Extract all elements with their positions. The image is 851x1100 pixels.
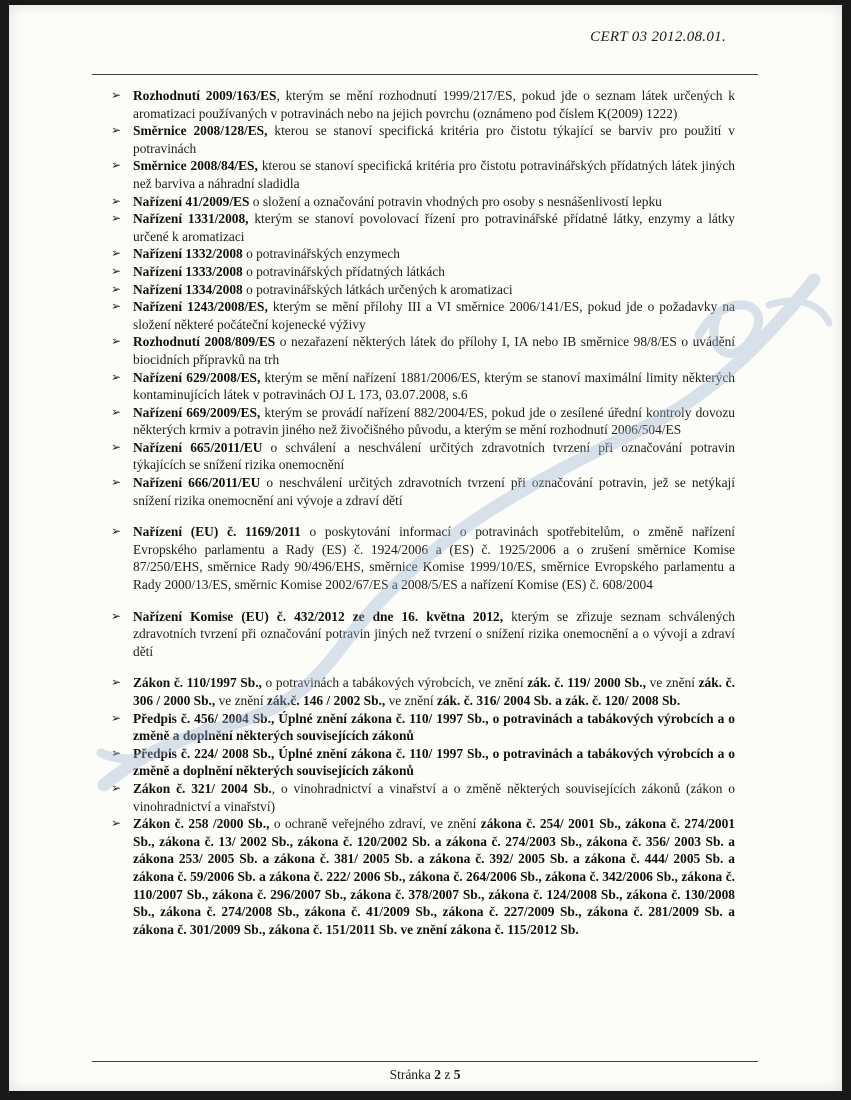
footer-label: Stránka bbox=[389, 1067, 435, 1082]
arrow-bullet-icon: ➢ bbox=[111, 780, 122, 795]
arrow-bullet-icon: ➢ bbox=[111, 475, 122, 490]
item-text: Nařízení 669/2009/ES, kterým se provádí nařízení 882/2004/ES, pokud jde o zesílené úřední kontroly dovozu některých krmiv a potravin jiného než živočišného původu, a kterým se mění rozhodnutí 2006/504/ES bbox=[133, 404, 735, 438]
item-text: Nařízení 665/2011/EU o schválení a neschválení určitých zdravotních tvrzení při označování potravin týkajících se snížení rizika onemocnění bbox=[133, 439, 735, 473]
item-text: Předpis č. 224/ 2008 Sb., Úplné znění zákona č. 110/ 1997 Sb., o potravinách a tabákových výrobcích a o změně a doplnění některých souvisejících zákonů bbox=[133, 745, 735, 779]
list-item bbox=[111, 815, 735, 938]
arrow-bullet-icon: ➢ bbox=[111, 281, 122, 296]
arrow-bullet-icon: ➢ bbox=[111, 369, 122, 384]
arrow-bullet-icon: ➢ bbox=[111, 816, 122, 831]
item-text: Zákon č. 321/ 2004 Sb., o vinohradnictví a vinařství a o změně některých souvisejících zákonů (zákon o vinohradnictví a vinařství) bbox=[133, 780, 735, 814]
item-text: Nařízení 666/2011/EU o neschválení určitých zdravotních tvrzení při označování potravin, jež se netýkají snížení rizika onemocnění ani vývoje a zdraví dětí bbox=[133, 475, 735, 508]
item-text: Nařízení 1332/2008 o potravinářských enzymech bbox=[133, 246, 400, 262]
item-text: Nařízení 41/2009/ES o složení a označování potravin vhodných pro osoby s nesnášenlivostí lepku bbox=[133, 193, 662, 209]
arrow-bullet-icon: ➢ bbox=[111, 88, 122, 102]
item-text: Směrnice 2008/128/ES, kterou se stanoví specifická kritéria pro čistotu týkající se barviv pro použití v potravinách bbox=[133, 123, 735, 156]
arrow-bullet-icon: ➢ bbox=[111, 710, 122, 725]
arrow-bullet-icon: ➢ bbox=[111, 299, 122, 314]
arrow-bullet-icon: ➢ bbox=[111, 334, 122, 349]
list-item bbox=[111, 710, 735, 745]
arrow-bullet-icon: ➢ bbox=[111, 158, 122, 173]
list-item bbox=[111, 245, 735, 263]
header-divider bbox=[92, 74, 758, 75]
item-text: Nařízení 629/2008/ES, kterým se mění nařízení 1881/2006/ES, kterým se stanoví maximální limity některých kontaminujících látek v potravinách OJ L 173, 03.07.2008, s.6 bbox=[133, 369, 735, 403]
regulation-list bbox=[111, 87, 735, 938]
list-item bbox=[111, 122, 735, 157]
list-item bbox=[111, 298, 735, 333]
item-text: Nařízení 1333/2008 o potravinářských přídatných látkách bbox=[133, 263, 445, 279]
list-item bbox=[111, 157, 735, 192]
item-text: Zákon č. 258 /2000 Sb., o ochraně veřejného zdraví, ve znění zákona č. 254/ 2001 Sb., zákona č. 274/2001 Sb., zákona č. 13/ 2002 Sb., zákona č. 120/2002 Sb. a zákona č. 274/2003 Sb., zákona č. 356/ 2003 Sb. a zákona 253/ 2005 Sb. a zákona č. 381/ 2005 Sb. a zákona č. 392/ 2005 Sb. a zákona č. 444/ 2005 Sb. a zákona č. 59/2006 Sb. a zákona č. 222/ 2006 Sb., zákona č. 264/2006 Sb., zákona č. 342/2006 Sb., zákona č. 110/2007 Sb., zákona č. 296/2007 Sb., zákona č. 378/2007 Sb., zákona č. 124/2008 Sb., zákona č. 130/2008 Sb., zákona č. 274/2008 Sb., zákona č. 41/2009 Sb., zákona č. 227/2009 Sb., zákona č. 281/2009 Sb. a zákona č. 301/2009 Sb., zákona č. 151/2011 Sb. ve znění zákona č. 115/2012 Sb. bbox=[133, 816, 735, 937]
list-item bbox=[111, 608, 735, 661]
list-item bbox=[111, 87, 735, 122]
list-item bbox=[111, 523, 735, 593]
list-item bbox=[111, 474, 735, 509]
list-item bbox=[111, 193, 735, 211]
item-text: Nařízení 1334/2008 o potravinářských látkách určených k aromatizaci bbox=[133, 281, 513, 297]
arrow-bullet-icon: ➢ bbox=[111, 608, 122, 623]
item-text: Směrnice 2008/84/ES, kterou se stanoví specifická kritéria pro čistotu potravinářských přídatných látek jiných než barviva a náhradní sladidla bbox=[133, 158, 736, 191]
item-text: Rozhodnutí 2008/809/ES o nezařazení některých látek do přílohy I, IA nebo IB směrnice 98/8/ES o uvádění biocidních přípravků na trh bbox=[133, 334, 735, 367]
arrow-bullet-icon: ➢ bbox=[111, 745, 122, 760]
list-item bbox=[111, 263, 735, 281]
list-item bbox=[111, 333, 735, 368]
document-page bbox=[9, 5, 842, 1091]
arrow-bullet-icon: ➢ bbox=[111, 246, 122, 261]
item-text: Rozhodnutí 2009/163/ES, kterým se mění rozhodnutí 1999/217/ES, pokud jde o seznam látek určených k aromatizaci používaných v potravinách nebo na jejich povrchu (oznámeno pod číslem K(2009) 1222) bbox=[133, 88, 735, 121]
arrow-bullet-icon: ➢ bbox=[111, 524, 122, 539]
arrow-bullet-icon: ➢ bbox=[111, 263, 122, 278]
footer-divider bbox=[92, 1061, 758, 1062]
list-item bbox=[111, 745, 735, 780]
arrow-bullet-icon: ➢ bbox=[111, 193, 122, 208]
document-header bbox=[590, 29, 726, 46]
list-item bbox=[111, 780, 735, 815]
item-text: Nařízení 1331/2008, kterým se stanoví povolovací řízení pro potravinářské přídatné látky, enzymy a látky určené k aromatizaci bbox=[133, 211, 735, 244]
item-text: Nařízení Komise (EU) č. 432/2012 ze dne 16. května 2012, kterým se zřizuje seznam schválených zdravotních tvrzení při označování potravin jiných než tvrzení o snížení rizika onemocnění a o vývoji a zdraví dětí bbox=[133, 608, 735, 659]
arrow-bullet-icon: ➢ bbox=[111, 675, 122, 690]
page-number bbox=[92, 1067, 758, 1083]
arrow-bullet-icon: ➢ bbox=[111, 404, 122, 419]
footer-page-current: 2 bbox=[434, 1067, 441, 1082]
arrow-bullet-icon: ➢ bbox=[111, 123, 122, 138]
item-text: Nařízení 1243/2008/ES, kterým se mění přílohy III a VI směrnice 2006/141/ES, pokud jde o požadavky na složení některé počáteční kojenecké výživy bbox=[133, 299, 735, 332]
arrow-bullet-icon: ➢ bbox=[111, 211, 122, 226]
list-item bbox=[111, 281, 735, 299]
list-item bbox=[111, 404, 735, 439]
item-text: Nařízení (EU) č. 1169/2011 o poskytování informací o potravinách spotřebitelům, o změně nařízení Evropského parlamentu a Rady (ES) č. 1924/2006 a (ES) č. 1925/2006 a o zrušení směrnice Komise 87/250/EHS, směrnice Rady 90/496/EHS, směrnice Komise 1999/10/ES, směrnice Evropského parlamentu a Rady 2000/13/ES, směrnic Komise 2002/67/ES a 2008/5/ES a nařízení Komise (ES) č. 608/2004 bbox=[133, 524, 735, 593]
footer-separator: z bbox=[440, 1067, 454, 1082]
arrow-bullet-icon: ➢ bbox=[111, 439, 122, 454]
list-item bbox=[111, 674, 735, 709]
footer-page-total: 5 bbox=[453, 1067, 461, 1082]
header-reference: CERT 03 2012.08.01. bbox=[590, 29, 726, 45]
item-text: Zákon č. 110/1997 Sb., o potravinách a tabákových výrobcích, ve znění zák. č. 119/ 2000 Sb., ve znění zák. č. 306 / 2000 Sb., ve znění zák.č. 146 / 2002 Sb., ve znění zák. č. 316/ 2004 Sb. a zák. č. 120/ 2008 Sb. bbox=[133, 675, 735, 708]
list-item bbox=[111, 210, 735, 245]
list-item bbox=[111, 369, 735, 404]
list-item bbox=[111, 439, 735, 474]
item-text: Předpis č. 456/ 2004 Sb., Úplné znění zákona č. 110/ 1997 Sb., o potravinách a tabákových výrobcích a o změně a doplnění některých souvisejících zákonů bbox=[133, 710, 735, 744]
